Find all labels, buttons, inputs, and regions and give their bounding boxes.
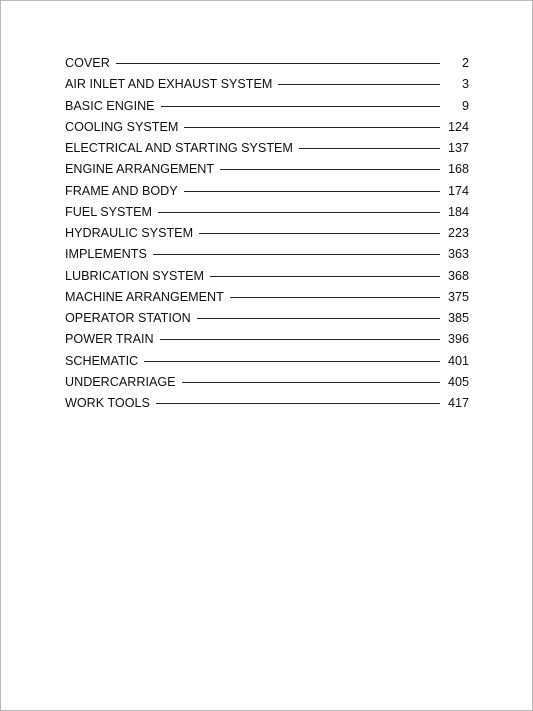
toc-leader-line <box>161 106 440 107</box>
toc-leader-line <box>197 318 440 319</box>
toc-entry-title: WORK TOOLS <box>65 396 150 410</box>
toc-entry[interactable] <box>65 351 469 372</box>
toc-entry[interactable] <box>65 308 469 329</box>
toc-entry[interactable] <box>65 159 469 180</box>
toc-entry[interactable] <box>65 181 469 202</box>
toc-leader-line <box>299 148 440 149</box>
toc-entry-page: 405 <box>447 374 469 389</box>
toc-entry[interactable] <box>65 244 469 265</box>
toc-entry-page: 223 <box>447 226 469 240</box>
toc-entry-page: 363 <box>447 247 469 262</box>
toc-entry-page: 3 <box>461 77 469 92</box>
toc-entry-title: HYDRAULIC SYSTEM <box>65 226 194 240</box>
toc-leader-line <box>158 212 440 213</box>
toc-leader-line <box>116 63 440 64</box>
toc-entry-page: 385 <box>447 311 469 325</box>
toc-entry-title: POWER TRAIN <box>65 332 154 347</box>
toc-entry-page: 184 <box>447 204 469 219</box>
toc-entry-title: FRAME AND BODY <box>65 183 178 198</box>
toc-leader-line <box>278 84 440 85</box>
toc-entry[interactable] <box>65 329 469 350</box>
toc-entry-title: LUBRICATION SYSTEM <box>65 268 205 283</box>
toc-entry[interactable] <box>65 138 469 159</box>
toc-entry-page: 168 <box>447 162 469 177</box>
toc-entry-page: 2 <box>461 56 469 70</box>
toc-entry-page: 401 <box>447 353 469 368</box>
toc-leader-line <box>210 276 440 277</box>
toc-leader-line <box>160 339 440 340</box>
toc-entry-title: MACHINE ARRANGEMENT <box>65 289 224 304</box>
toc-entry-page: 417 <box>447 396 469 410</box>
toc-entry[interactable] <box>65 223 469 244</box>
toc-entry-title: COVER <box>65 56 110 70</box>
toc-entry-title: OPERATOR STATION <box>65 311 191 325</box>
toc-entry-title: COOLING SYSTEM <box>65 119 179 134</box>
toc-entry-page: 137 <box>447 141 469 155</box>
toc-entry-title: IMPLEMENTS <box>65 247 147 262</box>
toc-entry-title: ELECTRICAL AND STARTING SYSTEM <box>65 141 293 155</box>
toc-leader-line <box>230 297 440 298</box>
toc-entry-title: UNDERCARRIAGE <box>65 374 176 389</box>
toc-entry-page: 174 <box>447 183 469 198</box>
toc-entry[interactable] <box>65 74 469 95</box>
toc-entry-page: 9 <box>461 98 469 113</box>
toc-entry[interactable] <box>65 202 469 223</box>
toc-leader-line <box>182 382 440 383</box>
toc-entry-page: 368 <box>447 268 469 283</box>
toc-entry[interactable] <box>65 372 469 393</box>
toc-entry[interactable] <box>65 117 469 138</box>
toc-leader-line <box>220 169 440 170</box>
toc-entry[interactable] <box>65 53 469 74</box>
toc-leader-line <box>199 233 440 234</box>
toc-entry-page: 124 <box>447 119 469 134</box>
toc-entry[interactable] <box>65 96 469 117</box>
toc-entry-title: FUEL SYSTEM <box>65 204 153 219</box>
toc-entry[interactable] <box>65 266 469 287</box>
toc-entry-page: 396 <box>447 332 469 347</box>
toc-leader-line <box>144 361 440 362</box>
toc-entry-title: BASIC ENGINE <box>65 98 155 113</box>
toc-leader-line <box>184 127 440 128</box>
toc-leader-line <box>156 403 440 404</box>
toc-entry-title: AIR INLET AND EXHAUST SYSTEM <box>65 77 273 92</box>
toc-entry[interactable] <box>65 287 469 308</box>
toc-leader-line <box>153 254 440 255</box>
toc-entry-title: ENGINE ARRANGEMENT <box>65 162 215 177</box>
table-of-contents <box>65 53 469 414</box>
toc-entry-page: 375 <box>447 289 469 304</box>
toc-entry[interactable] <box>65 393 469 414</box>
toc-entry-title: SCHEMATIC <box>65 353 139 368</box>
toc-leader-line <box>184 191 440 192</box>
